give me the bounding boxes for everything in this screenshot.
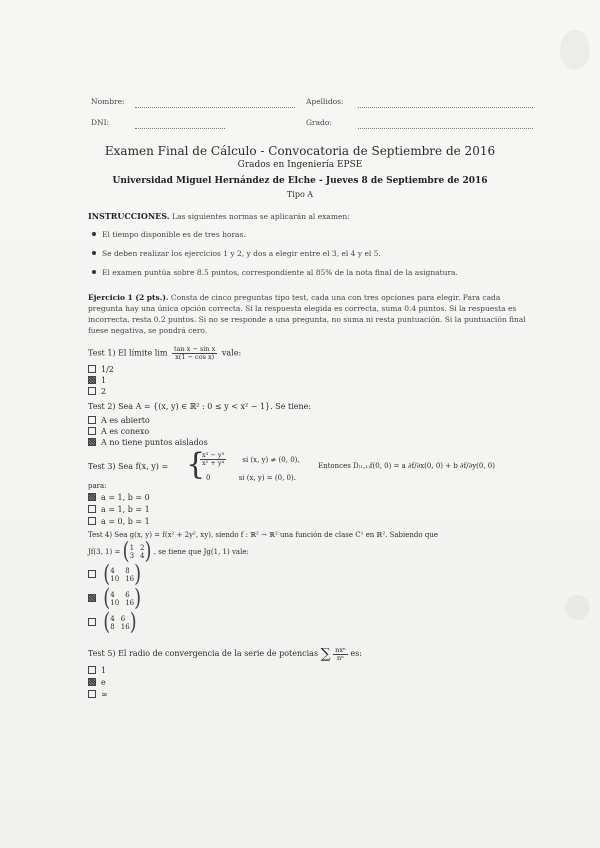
test-2-question: Test 2) Sea A = {(x, y) ∈ ℝ² : 0 ≤ y < x² − 1}. Se tiene: xyxy=(88,402,312,411)
brace-symbol: { xyxy=(186,447,206,482)
instruction-item: El examen puntúa sobre 8.5 puntos, correspondiente al 85% de la nota final de la asignatura. xyxy=(92,268,458,277)
checkbox-icon xyxy=(88,365,96,373)
checkbox-checked-icon xyxy=(88,438,96,446)
exam-university: Universidad Miguel Hernández de Elche - Jueves 8 de Septiembre de 2016 xyxy=(112,176,488,186)
test-3-option[interactable]: a = 1, b = 0 xyxy=(88,493,150,502)
instruction-item: El tiempo disponible es de tres horas. xyxy=(92,230,246,239)
test-5-option[interactable]: 1 xyxy=(88,666,106,675)
checkbox-checked-icon xyxy=(88,678,96,686)
exam-degree: Grados en Ingeniería EPSE xyxy=(237,160,363,170)
checkbox-checked-icon xyxy=(88,493,96,501)
test-5-question: Test 5) El radio de convergencia de la serie de potencias ∑ $\frac{\text{nxⁿ}}{\text{nⁿ}}$ es: xyxy=(88,645,362,662)
test-1-option[interactable]: 1 xyxy=(88,376,106,385)
exercise-1-intro: Ejercicio 1 (2 pts.). Consta de cinco preguntas tipo test, cada una con tres opciones para elegir. Para cada pregunta hay una única opción correcta. Si la respuesta elegida es correcta, suma 0.4 puntos. Si la respuesta es incorrecta, resta 0.2 puntos. Si no se responde a una pregunta, no suma ni resta puntuación. Si la puntuación final fuese negativa, se pondrá cero. xyxy=(88,293,526,335)
test-3-vale: para: xyxy=(88,482,107,490)
test-5-option[interactable]: e xyxy=(88,678,106,687)
dni-label: DNI: xyxy=(91,118,110,127)
test-4-question: Test 4) Sea g(x, y) = f(x² + 2y², xy), siendo f : ℝ² → ℝ² una función de clase C¹ en ℝ². Sabiendo que xyxy=(88,531,438,539)
dni-field[interactable] xyxy=(135,120,225,129)
checkbox-checked-icon xyxy=(88,594,96,602)
checkbox-icon xyxy=(88,690,96,698)
bullet-icon xyxy=(92,251,96,255)
test-3-case-2: 0 si (x, y) = (0, 0). xyxy=(206,474,296,482)
checkbox-icon xyxy=(88,387,96,395)
test-4-option[interactable]: ( 4 6 8 16 ) xyxy=(88,614,137,632)
nombre-label: Nombre: xyxy=(91,97,125,106)
test-3-option[interactable]: a = 1, b = 1 xyxy=(88,505,150,514)
test-3-question: Entonces D₍₁,₁₎f(0, 0) = a ∂f/∂x(0, 0) + b ∂f/∂y(0, 0) xyxy=(318,462,495,470)
test-4-jacobian: Jf(3, 1) = ( 1 2 3 4 ) , se tiene que Jg(1, 1) vale: xyxy=(88,537,249,565)
test-3-label: Test 3) Sea f(x, y) = xyxy=(88,462,169,471)
exam-type: Tipo A xyxy=(286,190,314,199)
checkbox-icon xyxy=(88,517,96,525)
bullet-icon xyxy=(92,232,96,236)
test-1-option[interactable]: 2 xyxy=(88,387,106,396)
grado-field[interactable] xyxy=(358,120,533,129)
instruction-item: Se deben realizar los ejercicios 1 y 2, y dos a elegir entre el 3, el 4 y el 5. xyxy=(92,249,381,258)
checkbox-icon xyxy=(88,666,96,674)
checkbox-icon xyxy=(88,505,96,513)
grado-label: Grado: xyxy=(306,118,332,127)
test-3-option[interactable]: a = 0, b = 1 xyxy=(88,517,150,526)
test-1-question: Test 1) El límite lim $\frac{\text{tan x − sin x}}{\text{x(1 − cos x)}}$ vale: xyxy=(88,345,242,361)
test-4-option[interactable]: ( 4 8 10 16 ) xyxy=(88,566,141,584)
test-3-case-1: $\frac{\text{x³ − y³}}{\text{x² + y⁴}}$ si (x, y) ≠ (0, 0), xyxy=(202,451,300,467)
scan-artifact xyxy=(560,30,590,70)
checkbox-checked-icon xyxy=(88,376,96,384)
scan-artifact xyxy=(565,595,590,620)
test-5-option[interactable]: ∞ xyxy=(88,690,108,699)
checkbox-icon xyxy=(88,570,96,578)
test-1-option[interactable]: 1/2 xyxy=(88,365,114,374)
checkbox-icon xyxy=(88,427,96,435)
apellidos-label: Apellidos: xyxy=(306,97,344,106)
instructions-heading: INSTRUCCIONES. Las siguientes normas se aplicarán al examen: xyxy=(88,211,350,221)
nombre-field[interactable] xyxy=(135,99,295,108)
exam-title: Examen Final de Cálculo - Convocatoria de Septiembre de 2016 xyxy=(104,144,496,158)
apellidos-field[interactable] xyxy=(358,99,533,108)
checkbox-icon xyxy=(88,416,96,424)
test-2-option[interactable]: A es abierto xyxy=(88,416,150,425)
test-2-option[interactable]: A no tiene puntos aislados xyxy=(88,438,208,447)
checkbox-icon xyxy=(88,618,96,626)
test-4-option[interactable]: ( 4 6 10 16 ) xyxy=(88,590,141,608)
bullet-icon xyxy=(92,270,96,274)
test-2-option[interactable]: A es conexo xyxy=(88,427,149,436)
